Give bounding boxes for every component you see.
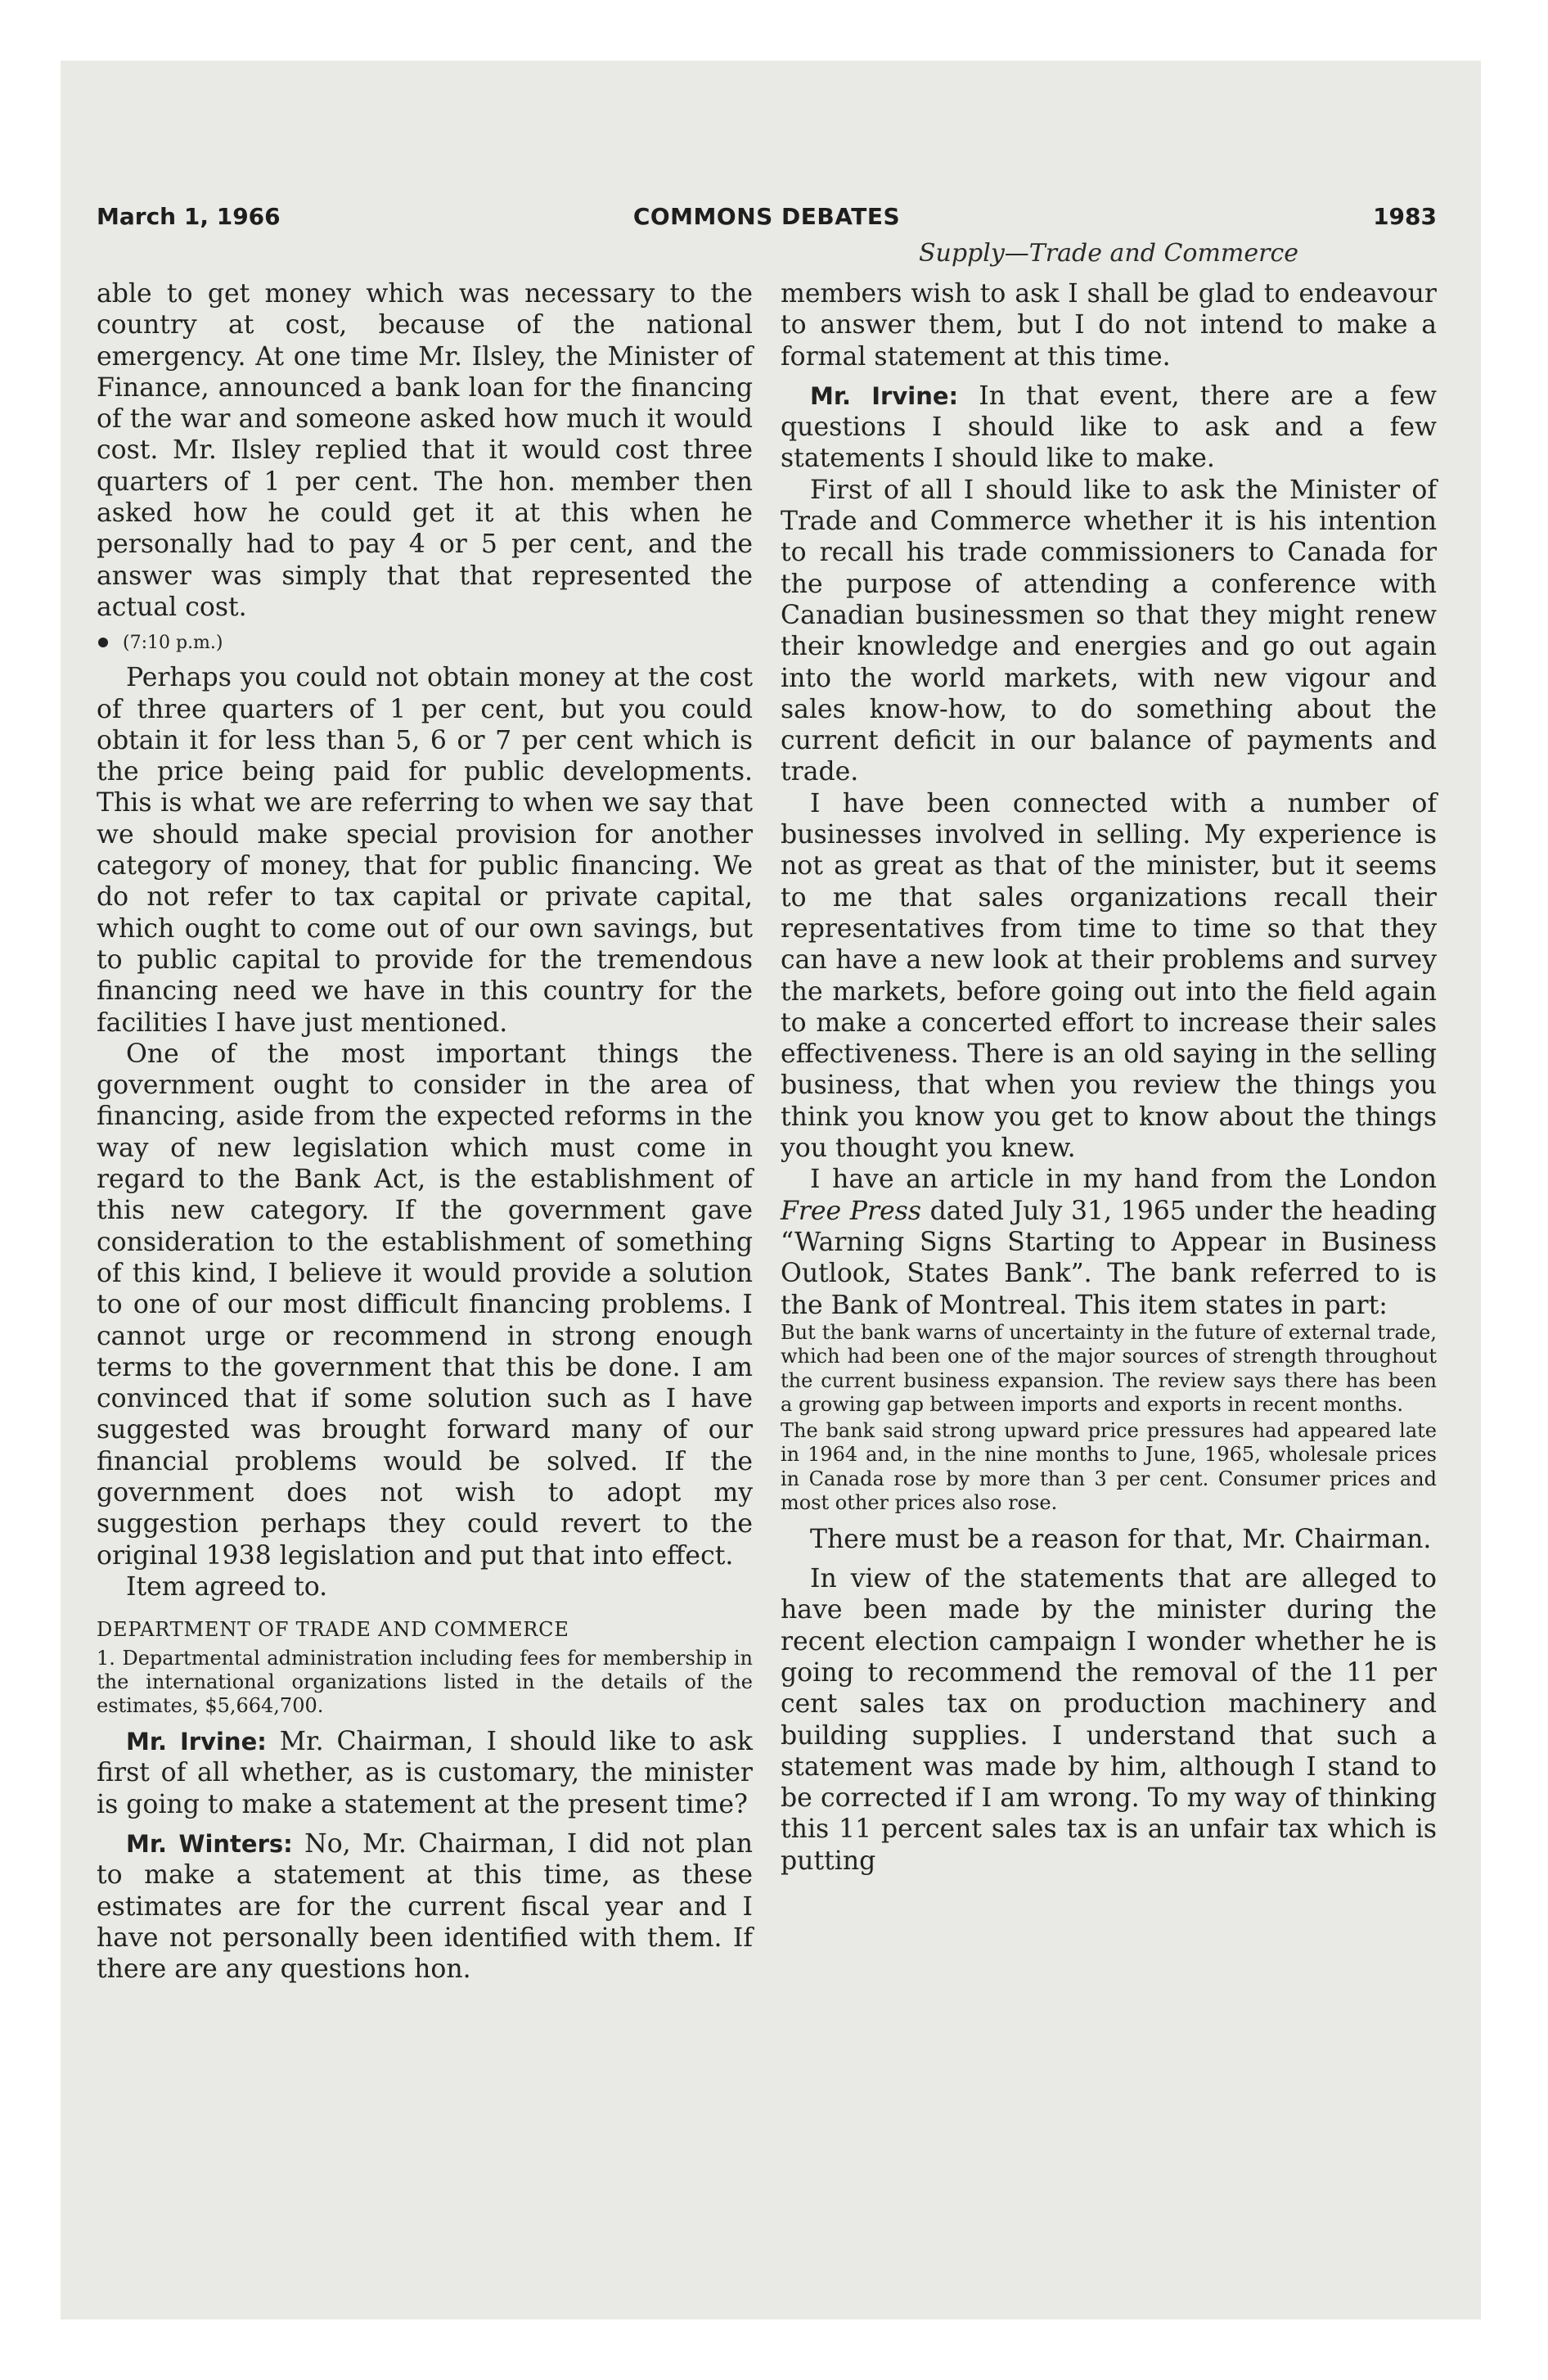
paragraph: Item agreed to. <box>126 1571 328 1602</box>
block-quote: The bank said strong upward price pressures had appeared late in 1964 and, in the nine months to June, 1965, wholesale prices in Canada rose by more than 3 per cent. Consumer prices and most other prices also rose. <box>781 1418 1437 1515</box>
time-marker <box>97 631 753 656</box>
header-page-number: 1983 <box>1373 203 1437 230</box>
speech-paragraph <box>781 381 1437 475</box>
header-date: March 1, 1966 <box>97 203 281 230</box>
paragraph-text: I have an article in my hand from the London <box>810 1165 1437 1195</box>
speech-text: No, Mr. Chairman, I did not plan to make a statement at this time, as these estimates are for the current fiscal year and I have not personally been identified with them. If there are any questions hon. <box>97 1829 754 1985</box>
paragraph: There must be a reason for that, Mr. Chairman. <box>810 1524 1432 1554</box>
paragraph: able to get money which was necessary to the country at cost, because of the national emergency. At one time Mr. Ilsley, the Minister of Finance, announced a bank loan for the financing of the war and someone asked how much it would cost. Mr. Ilsley replied that it would cost three quarters of 1 per cent. The hon. member then asked how he could get it at this when he personally had to pay 4 or 5 per cent, and the answer was simply that that represented the actual cost. <box>97 279 753 622</box>
paragraph: First of all I should like to ask the Minister of Trade and Commerce whether it is his intention to recall his trade commissioners to Canada for the purpose of attending a conference with Canadian businessmen so that they might renew their knowledge and energies and go out again into the world markets, with new vigour and sales know-how, to do something about the current deficit in our balance of payments and trade. <box>781 475 1437 787</box>
time-marker-text: (7:10 p.m.) <box>123 633 223 654</box>
block-quote: But the bank warns of uncertainty in the future of external trade, which had been one of the major sources of strength throughout the current business expansion. The review says there has been a growing gap between imports and exports in recent months. <box>781 1320 1437 1417</box>
paragraph-text: dated July 31, 1965 under the heading “Warning Signs Starting to Appear in Business Outlook, States Bank”. The bank referred to is the Bank of Montreal. This item states in part: <box>781 1196 1438 1320</box>
left-column <box>97 278 753 1986</box>
page-header <box>97 203 1437 236</box>
speaker-name: Mr. Irvine: <box>126 1728 267 1756</box>
bullet-icon <box>98 638 108 647</box>
department-heading: DEPARTMENT OF TRADE AND COMMERCE <box>97 1618 569 1642</box>
paragraph <box>781 1164 1437 1320</box>
speech-text: Mr. Chairman, I should like to ask first of all whether, as is customary, the minister is going to make a statement at the present time? <box>97 1727 753 1819</box>
paragraph: In view of the statements that are alleged to have been made by the minister during the recent election campaign I wonder whether he is going to recommend the removal of the 11 per cent sales tax on production machinery and building supplies. I understand that such a statement was made by him, although I stand to be corrected if I am wrong. To my way of thinking this 11 percent sales tax is an unfair tax which is putting <box>781 1564 1437 1876</box>
estimate-item: 1. Departmental administration including fees for membership in the international organizations listed in the details of the estimates, $5,664,700. <box>97 1647 753 1718</box>
speaker-name: Mr. Irvine: <box>810 381 959 410</box>
paragraph: members wish to ask I shall be glad to endeavour to answer them, but I do not intend to make a formal statement at this time. <box>781 279 1437 372</box>
speech-paragraph <box>97 1726 753 1820</box>
newspaper-title: Free Press <box>781 1196 922 1226</box>
speech-text: In that event, there are a few questions I should like to ask and a few statements I should like to make. <box>781 381 1437 474</box>
paragraph: Perhaps you could not obtain money at the cost of three quarters of 1 per cent, but you could obtain it for less than 5, 6 or 7 per cent which is the price being paid for public developments. This is what we are referring to when we say that we should make special provision for another category of money, that for public financing. We do not refer to tax capital or private capital, which ought to come out of our own savings, but to public capital to provide for the tremendous financing need we have in this country for the facilities I have just mentioned. <box>97 663 753 1038</box>
header-journal-title: COMMONS DEBATES <box>632 203 901 230</box>
speaker-name: Mr. Winters: <box>126 1830 293 1859</box>
right-column <box>781 278 1437 1877</box>
running-subject: Supply—Trade and Commerce <box>918 239 1299 268</box>
speech-paragraph <box>97 1828 753 1985</box>
paragraph: One of the most important things the government ought to consider in the area of financing, aside from the expected reforms in the way of new legislation which must come in regard to the Bank Act, is the establishment of this new category. If the government gave consideration to the establishment of something of this kind, I believe it would provide a solution to one of our most difficult financing problems. I cannot urge or recommend in strong enough terms to the government that this be done. I am convinced that if some solution such as I have suggested was brought forward many of our financial problems would be solved. If the government does not wish to adopt my suggestion perhaps they could revert to the original 1938 legislation and put that into effect. <box>97 1039 753 1571</box>
paragraph: I have been connected with a number of businesses involved in selling. My experience is not as great as that of the minister, but it seems to me that sales organizations recall their representatives from time to time so that they can have a new look at their problems and survey the markets, before going out into the field again to make a concerted effort to increase their sales effectiveness. There is an old saying in the selling business, that when you review the things you think you know you get to know about the things you thought you knew. <box>781 788 1437 1164</box>
